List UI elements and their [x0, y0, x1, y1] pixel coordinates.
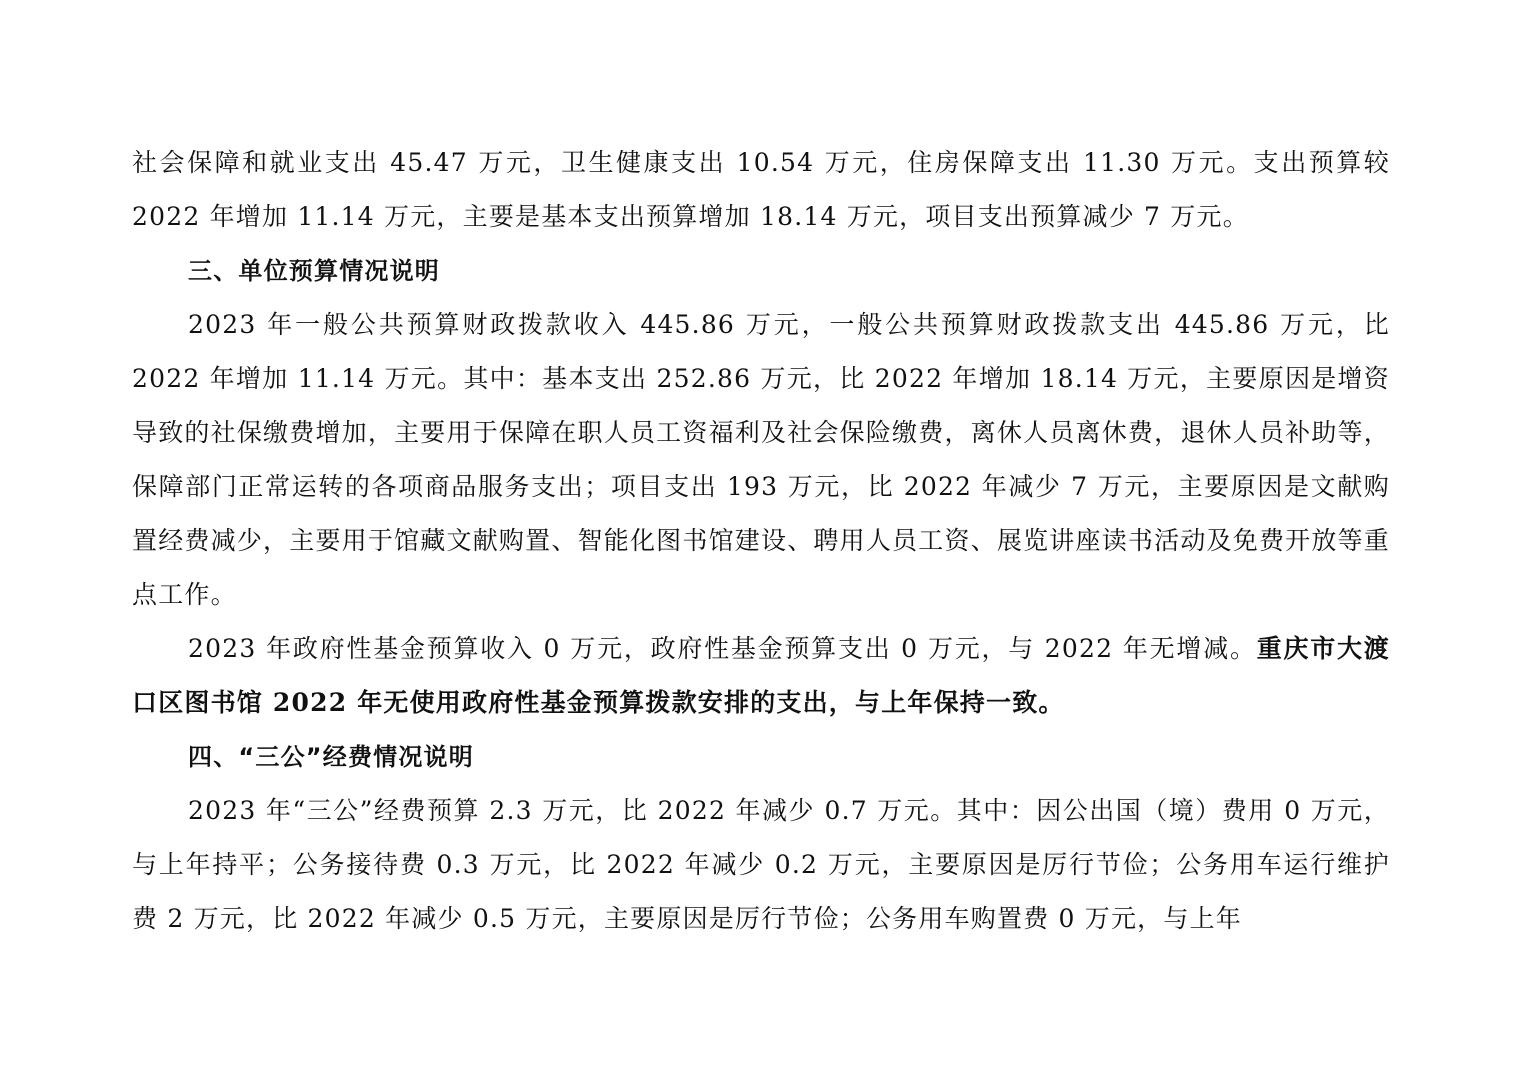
government-fund-text: 2023 年政府性基金预算收入 0 万元，政府性基金预算支出 0 万元，与 2022 年无增减。 — [188, 634, 1257, 663]
document-page — [132, 136, 1390, 946]
paragraph-three-public-expenses: 2023 年“三公”经费预算 2.3 万元，比 2022 年减少 0.7 万元。其中：因公出国（境）费用 0 万元，与上年持平；公务接待费 0.3 万元，比 2022 年减少 0.2 万元，主要原因是厉行节俭；公务用车运行维护费 2 万元，比 2022 年减少 0.5 万元，主要原因是厉行节俭；公务用车购置费 0 万元，与上年 — [132, 796, 1390, 933]
government-fund-bold-note: 重庆市大渡口区图书馆 2022 年无使用政府性基金预算拨款安排的支出，与上年保持一致。 — [132, 634, 1390, 717]
paragraph-expenditure-summary: 社会保障和就业支出 45.47 万元，卫生健康支出 10.54 万元，住房保障支出 11.30 万元。支出预算较 2022 年增加 11.14 万元，主要是基本支出预算增加 18.14 万元，项目支出预算减少 7 万元。 — [132, 148, 1390, 231]
section-heading-unit-budget: 三、单位预算情况说明 — [188, 257, 440, 285]
section-heading-three-public: 四、“三公”经费情况说明 — [188, 743, 474, 771]
paragraph-government-fund — [132, 622, 1390, 730]
paragraph-general-budget: 2023 年一般公共预算财政拨款收入 445.86 万元，一般公共预算财政拨款支出 445.86 万元，比 2022 年增加 11.14 万元。其中：基本支出 252.86 万元，比 2022 年增加 18.14 万元，主要原因是增资导致的社保缴费增加，主要用于保障在职人员工资福利及社会保险缴费，离休人员离休费，退休人员补助等，保障部门正常运转的各项商品服务支出；项目支出 193 万元，比 2022 年减少 7 万元，主要原因是文献购置经费减少，主要用于馆藏文献购置、智能化图书馆建设、聘用人员工资、展览讲座读书活动及免费开放等重点工作。 — [132, 310, 1390, 609]
